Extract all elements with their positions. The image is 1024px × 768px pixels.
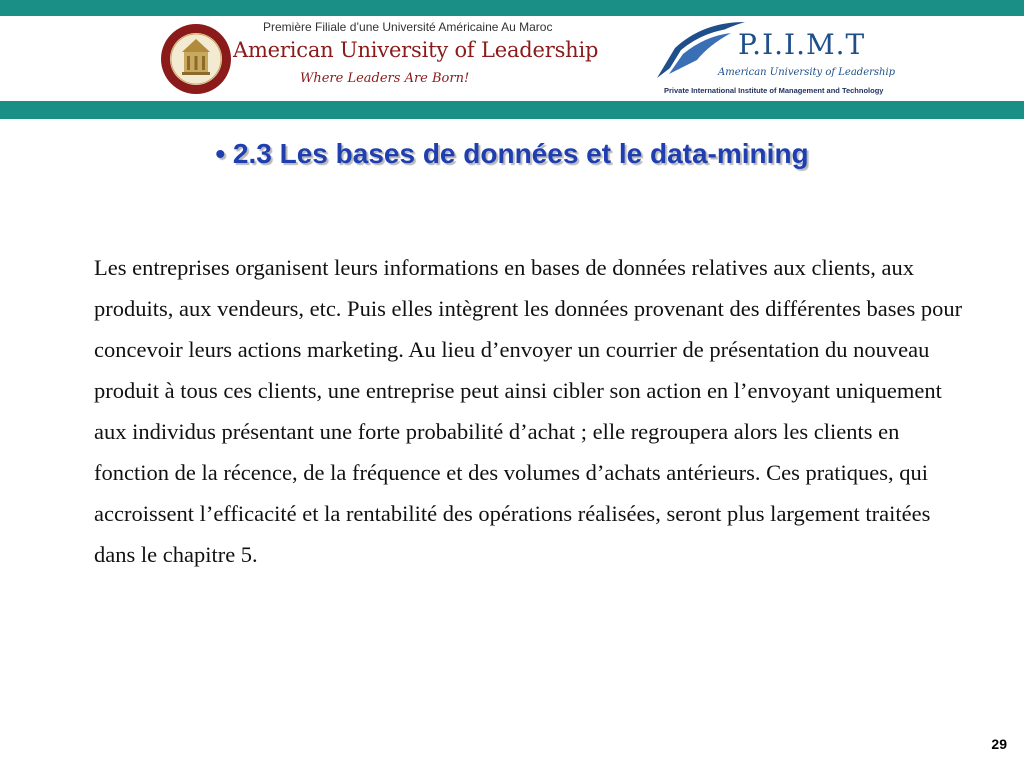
piimt-title: P.I.I.M.T [738,28,866,61]
page-number: 29 [991,736,1007,752]
piimt-full-name: Private International Institute of Management and Technology [664,86,884,95]
university-seal-icon [160,19,232,99]
bottom-color-band [0,101,1024,119]
aul-slogan: Where Leaders Are Born! [300,71,470,86]
header-banner [0,16,1024,101]
slide-title: • 2.3 Les bases de données et le data-mining [215,138,809,169]
slide-body-text: Les entreprises organisent leurs informations en bases de données relatives aux clients, aux produits, aux vendeurs, etc. Puis elles intègrent les données provenant des différentes bases pour concevoir leurs actions marketing. Au lieu d’envoyer un courrier de présentation du nouveau produit à tous ces clients, une entreprise peut ainsi cibler son action en l’envoyant uniquement aux individus présentant une forte probabilité d’achat ; elle regroupera alors les clients en fonction de la récence, de la fréquence et des volumes d’achats antérieurs. Ces pratiques, qui accroissent l’efficacité et la rentabilité des opérations réalisées, seront plus largement traitées dans le chapitre 5. [94,255,963,567]
aul-name: American University of Leadership [233,38,599,62]
top-color-band [0,0,1024,16]
piimt-subtitle: American University of Leadership [718,67,896,78]
aul-tagline: Première Filiale d’une Université Américaine Au Maroc [263,20,553,34]
